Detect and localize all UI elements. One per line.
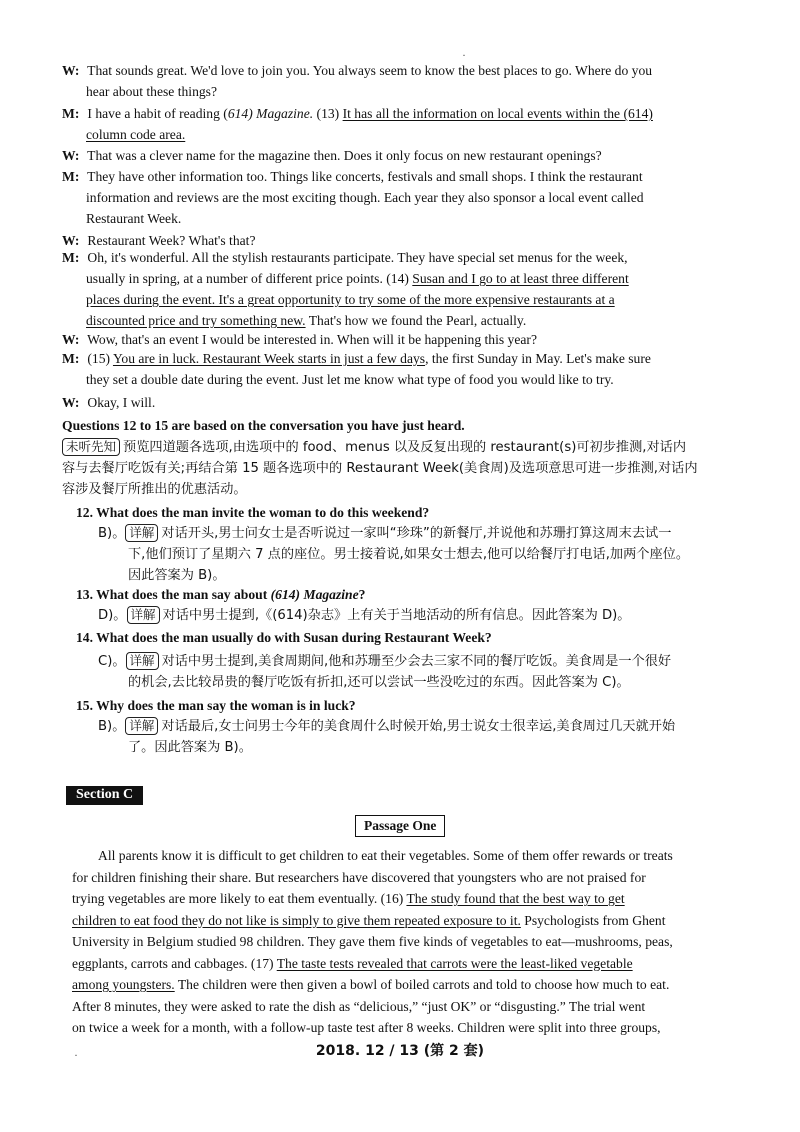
answer-letter: B)。 xyxy=(98,719,126,734)
explanation-badge: 详解 xyxy=(125,524,158,542)
question-13 xyxy=(76,585,736,605)
explanation-text: 对话中男士提到,《(614)杂志》上有关于当地活动的所有信息。因此答案为 D)。 xyxy=(162,608,631,623)
explanation-badge: 详解 xyxy=(125,717,158,735)
dialogue-text: they set a double date during the event. Just let me know what type of food you would like to try. xyxy=(86,372,614,387)
question-text: What does the man say about xyxy=(96,587,271,602)
dialogue-text: information and reviews are the most exciting though. Each year they also sponsor a local event called xyxy=(86,190,644,205)
answer-letter: C)。 xyxy=(98,654,126,669)
underlined-answer: places during the event. It's a great opportunity to try some of the more expensive restaurants at a xyxy=(86,292,615,307)
dialogue-text: Restaurant Week. xyxy=(86,211,182,226)
explanation-text: 对话开头,男士问女士是否听说过一家叫“珍珠”的新餐厅,并说他和苏珊打算这周末去试一 xyxy=(161,526,672,541)
answer-12 xyxy=(98,523,738,586)
dialogue-text: Wow, that's an event I would be interested in. When will it be happening this year? xyxy=(87,332,537,347)
dialogue-text: That's how we found the Pearl, actually. xyxy=(305,313,527,328)
passage-text: The children were then given a bowl of boiled carrots and told to choose how much to eat. xyxy=(174,977,670,992)
question-text: ? xyxy=(358,587,366,602)
dialogue-text: , the first Sunday in May. Let's make sure xyxy=(425,351,651,366)
question-marker: (13) xyxy=(313,106,343,121)
explanation-text: 了。因此答案为 B)。 xyxy=(128,740,252,755)
dialogue-text: Okay, I will. xyxy=(87,395,156,410)
speaker-label: W: xyxy=(62,395,80,410)
underlined-answer: children to eat food they do not like is simply to give them repeated exposure to it. xyxy=(72,912,521,928)
dialogue-text: Restaurant Week? What's that? xyxy=(87,233,256,248)
passage-text: All parents know it is difficult to get children to eat their vegetables. Some of them offer rewards or treats xyxy=(98,848,673,863)
speaker-label: W: xyxy=(62,63,80,78)
dialogue-line-3 xyxy=(62,145,742,166)
dialogue-line-1 xyxy=(62,60,742,102)
question-number: 13. xyxy=(76,587,93,602)
preview-text: 容与去餐厅吃饭有关;再结合第 15 题各选项中的 Restaurant Week(美食周)及选项意思可进一步推测,对话内 xyxy=(62,461,698,476)
question-number: 12. xyxy=(76,505,93,520)
dialogue-line-4 xyxy=(62,166,742,229)
question-12 xyxy=(76,503,736,523)
preview-text: 预览四道题各选项,由选项中的 food、menus 以及反复出现的 restaurant(s)可初步推测,对话内 xyxy=(123,440,687,455)
underlined-answer: among youngsters. xyxy=(72,977,175,992)
questions-intro: Questions 12 to 15 are based on the conversation you have just heard. xyxy=(62,418,465,433)
preview-text: 容涉及餐厅所推出的优惠活动。 xyxy=(62,482,247,497)
magazine-title: (614) Magazine xyxy=(270,587,359,602)
answer-15 xyxy=(98,716,738,758)
passage-text: trying vegetables are more likely to eat them eventually. (16) xyxy=(72,891,407,906)
dialogue-text: usually in spring, at a number of different price points. (14) xyxy=(86,271,413,286)
question-text: What does the man usually do with Susan during Restaurant Week? xyxy=(96,630,492,645)
dialogue-line-2 xyxy=(62,103,742,145)
magazine-title: 614) Magazine. xyxy=(227,106,314,121)
speaker-label: W: xyxy=(62,148,80,163)
explanation-text: 的机会,去比较昂贵的餐厅吃饭有折扣,还可以尝试一些没吃过的东西。因此答案为 C)。 xyxy=(128,675,630,690)
explanation-text: 对话最后,女士问男士今年的美食周什么时候开始,男士说女士很幸运,美食周过几天就开始 xyxy=(161,719,676,734)
dialogue-text: That sounds great. We'd love to join you. You always seem to know the best places to go. Where do you xyxy=(87,63,653,78)
dialogue-text: They have other information too. Things like concerts, festivals and small shops. I think the restaurant xyxy=(87,169,643,184)
question-14 xyxy=(76,628,736,648)
dialogue-text: hear about these things? xyxy=(86,84,217,99)
scan-dot: · xyxy=(462,48,466,62)
speaker-label: M: xyxy=(62,169,80,184)
answer-letter: B)。 xyxy=(98,526,126,541)
question-number: 15. xyxy=(76,698,93,713)
passage-body xyxy=(72,845,740,1039)
explanation-text: 对话中男士提到,美食周期间,他和苏珊至少会去三家不同的餐厅吃饭。美食周是一个很好 xyxy=(161,654,672,669)
passage-text: on twice a week for a month, with a follow-up taste test after 8 weeks. Children were split into three groups, xyxy=(72,1020,661,1035)
preview-block xyxy=(62,437,742,500)
underlined-answer: column code area. xyxy=(86,127,186,142)
question-text: Why does the man say the woman is in luck? xyxy=(96,698,356,713)
page-footer: 2018. 12 / 13 (第 2 套) xyxy=(315,1043,485,1059)
passage-text: Psychologists from Ghent xyxy=(520,912,666,928)
explanation-badge: 详解 xyxy=(127,606,160,624)
explanation-text: 下,他们预订了星期六 7 点的座位。男士接着说,如果女士想去,他可以给餐厅打电话,加两个座位。 xyxy=(128,547,690,562)
passage-text: for children finishing their share. But researchers have discovered that youngsters who are not praised for xyxy=(72,869,646,885)
dialogue-line-6 xyxy=(62,247,742,331)
explanation-text: 因此答案为 B)。 xyxy=(128,568,226,583)
dialogue-text: Oh, it's wonderful. All the stylish restaurants participate. They have special set menus for the week, xyxy=(87,250,628,265)
preview-badge: 未听先知 xyxy=(62,438,120,456)
passage-text: University in Belgium studied 98 children. They gave them five kinds of vegetables to eat—mushrooms, peas, xyxy=(72,934,673,949)
underlined-answer: Susan and I go to at least three different xyxy=(412,271,629,286)
scan-dot: · xyxy=(74,1048,78,1062)
answer-14 xyxy=(98,651,738,693)
question-number: 14. xyxy=(76,630,93,645)
speaker-label: W: xyxy=(62,332,80,347)
speaker-label: W: xyxy=(62,233,80,248)
question-15 xyxy=(76,696,736,716)
underlined-answer: discounted price and try something new. xyxy=(86,313,306,328)
underlined-answer: It has all the information on local events within the (614) xyxy=(342,106,653,121)
underlined-answer: The study found that the best way to get xyxy=(406,891,625,906)
speaker-label: M: xyxy=(62,250,80,265)
section-label: Section C xyxy=(66,786,143,805)
dialogue-line-7 xyxy=(62,329,742,350)
underlined-answer: You are in luck. Restaurant Week starts in just a few days xyxy=(112,351,426,366)
question-text: What does the man invite the woman to do this weekend? xyxy=(96,505,430,520)
speaker-label: M: xyxy=(62,351,80,366)
passage-text: After 8 minutes, they were asked to rate the dish as “delicious,” “just OK” or “disgusting.” The trial went xyxy=(72,998,646,1014)
dialogue-line-9 xyxy=(62,392,742,413)
dialogue-text: That was a clever name for the magazine then. Does it only focus on new restaurant openings? xyxy=(87,148,602,163)
passage-label: Passage One xyxy=(355,815,445,837)
speaker-label: M: xyxy=(62,106,80,121)
answer-letter: D)。 xyxy=(98,608,127,623)
question-marker: (15) xyxy=(87,351,113,366)
dialogue-line-8 xyxy=(62,348,742,390)
dialogue-text: I have a habit of reading ( xyxy=(87,106,228,121)
underlined-answer: The taste tests revealed that carrots were the least-liked vegetable xyxy=(276,955,633,971)
answer-13 xyxy=(98,605,738,626)
passage-text: eggplants, carrots and cabbages. (17) xyxy=(72,955,277,971)
explanation-badge: 详解 xyxy=(126,652,159,670)
